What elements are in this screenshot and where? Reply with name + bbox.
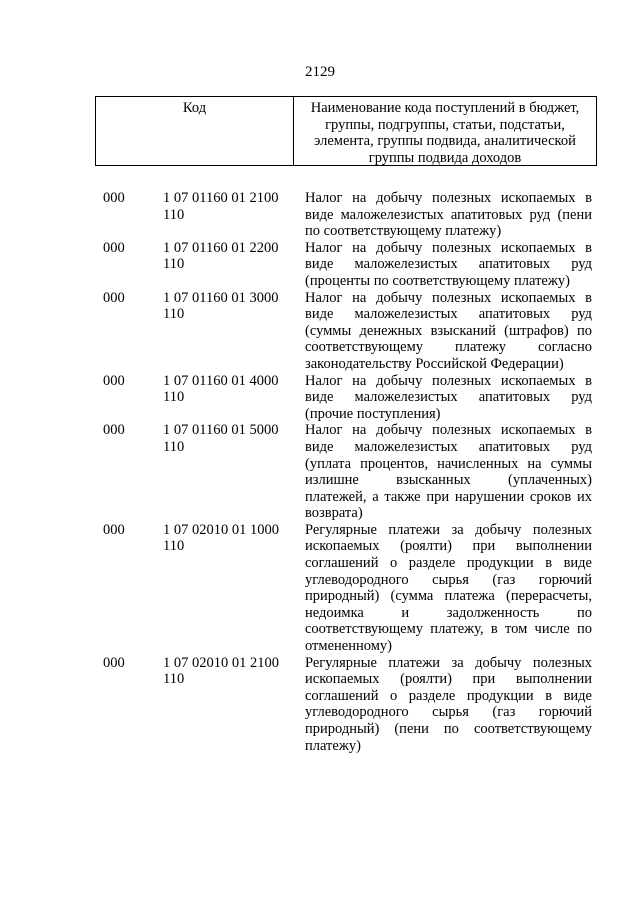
revenue-code: 1 07 01160 01 5000 110 [163,422,279,455]
name-line: виде маложелезистых апатитовых руд [305,256,592,273]
name-line: углеводородного сырья (газ горючий [305,571,592,588]
name-line: ископаемых (роялти) при выполнении [305,538,592,555]
revenue-name [303,190,592,240]
name-line: отмененному) [305,638,392,655]
admin-code: 000 [103,372,125,389]
name-line: соответствующему платежу согласно [305,339,592,356]
admin-code: 000 [103,289,125,306]
table-row [0,373,640,423]
name-line: соответствующему платежу, в том числе по [305,621,592,638]
revenue-code: 1 07 01160 01 3000 110 [163,289,279,323]
revenue-code: 1 07 01160 01 2100 110 [163,190,279,223]
admin-code: 000 [103,190,125,206]
name-line: по соответствующему платежу) [305,223,502,240]
header-name: Наименование кода поступлений в бюджет, группы, подгруппы, статьи, подстатьи, элемента, группы подвида, аналитической группы подвида доходов [310,100,580,166]
table-row [0,422,640,522]
admin-code: 000 [103,422,125,439]
admin-code: 000 [103,654,125,671]
admin-code: 000 [103,239,125,256]
name-line: природный) (пени по соответствующему [305,721,592,737]
name-line: платежу) [305,737,361,754]
revenue-name [303,290,592,373]
name-line: углеводородного сырья (газ горючий [305,704,592,721]
table-header [95,96,597,166]
name-line: (уплата процентов, начисленных на суммы [305,455,592,472]
name-line: Налог на добычу полезных ископаемых в [305,239,592,256]
name-line: возврата) [305,505,363,522]
name-line: платежей, а также при нарушении сроков их [305,488,592,505]
table-row [0,190,640,240]
name-line: Налог на добычу полезных ископаемых в [305,190,592,206]
revenue-code: 1 07 02010 01 1000 110 [163,521,279,555]
name-line: Регулярные платежи за добычу полезных [305,521,592,538]
name-line: (суммы денежных взысканий (штрафов) по [305,322,592,339]
name-line: недоимка и задолженность по [305,604,592,621]
page-number: 2129 [305,64,335,80]
revenue-code: 1 07 02010 01 2100 110 [163,654,279,688]
name-line: законодательству Российской Федерации) [305,355,564,372]
name-line: соглашений о разделе продукции в виде [305,555,592,572]
revenue-code: 1 07 01160 01 2200 110 [163,239,279,273]
revenue-name [303,522,592,655]
table-row [0,522,640,655]
name-line: виде маложелезистых апатитовых руд [305,306,592,323]
revenue-name [303,655,592,755]
name-line: виде маложелезистых апатитовых руд [305,438,592,455]
table-row [0,290,640,373]
name-line: природный) (сумма платежа (перерасчеты, [305,588,592,605]
revenue-name [303,373,592,423]
admin-code: 000 [103,521,125,538]
name-line: Налог на добычу полезных ископаемых в [305,422,592,439]
header-code: Код [96,97,294,165]
table-row [0,240,640,290]
name-line: виде маложелезистых апатитовых руд (пени [305,206,592,223]
name-line: ископаемых (роялти) при выполнении [305,671,592,688]
revenue-code: 1 07 01160 01 4000 110 [163,372,279,406]
table-row [0,655,640,755]
name-line: виде маложелезистых апатитовых руд [305,389,592,406]
name-line: Регулярные платежи за добычу полезных [305,654,592,671]
name-line: (прочие поступления) [305,405,441,422]
table-body [0,190,640,754]
name-line: Налог на добычу полезных ископаемых в [305,289,592,306]
name-line: излишне взысканных (уплаченных) [305,472,592,489]
name-line: соглашений о разделе продукции в виде [305,687,592,704]
name-line: (проценты по соответствующему платежу) [305,272,570,289]
name-line: Налог на добычу полезных ископаемых в [305,372,592,389]
revenue-name [303,422,592,522]
revenue-name [303,240,592,290]
